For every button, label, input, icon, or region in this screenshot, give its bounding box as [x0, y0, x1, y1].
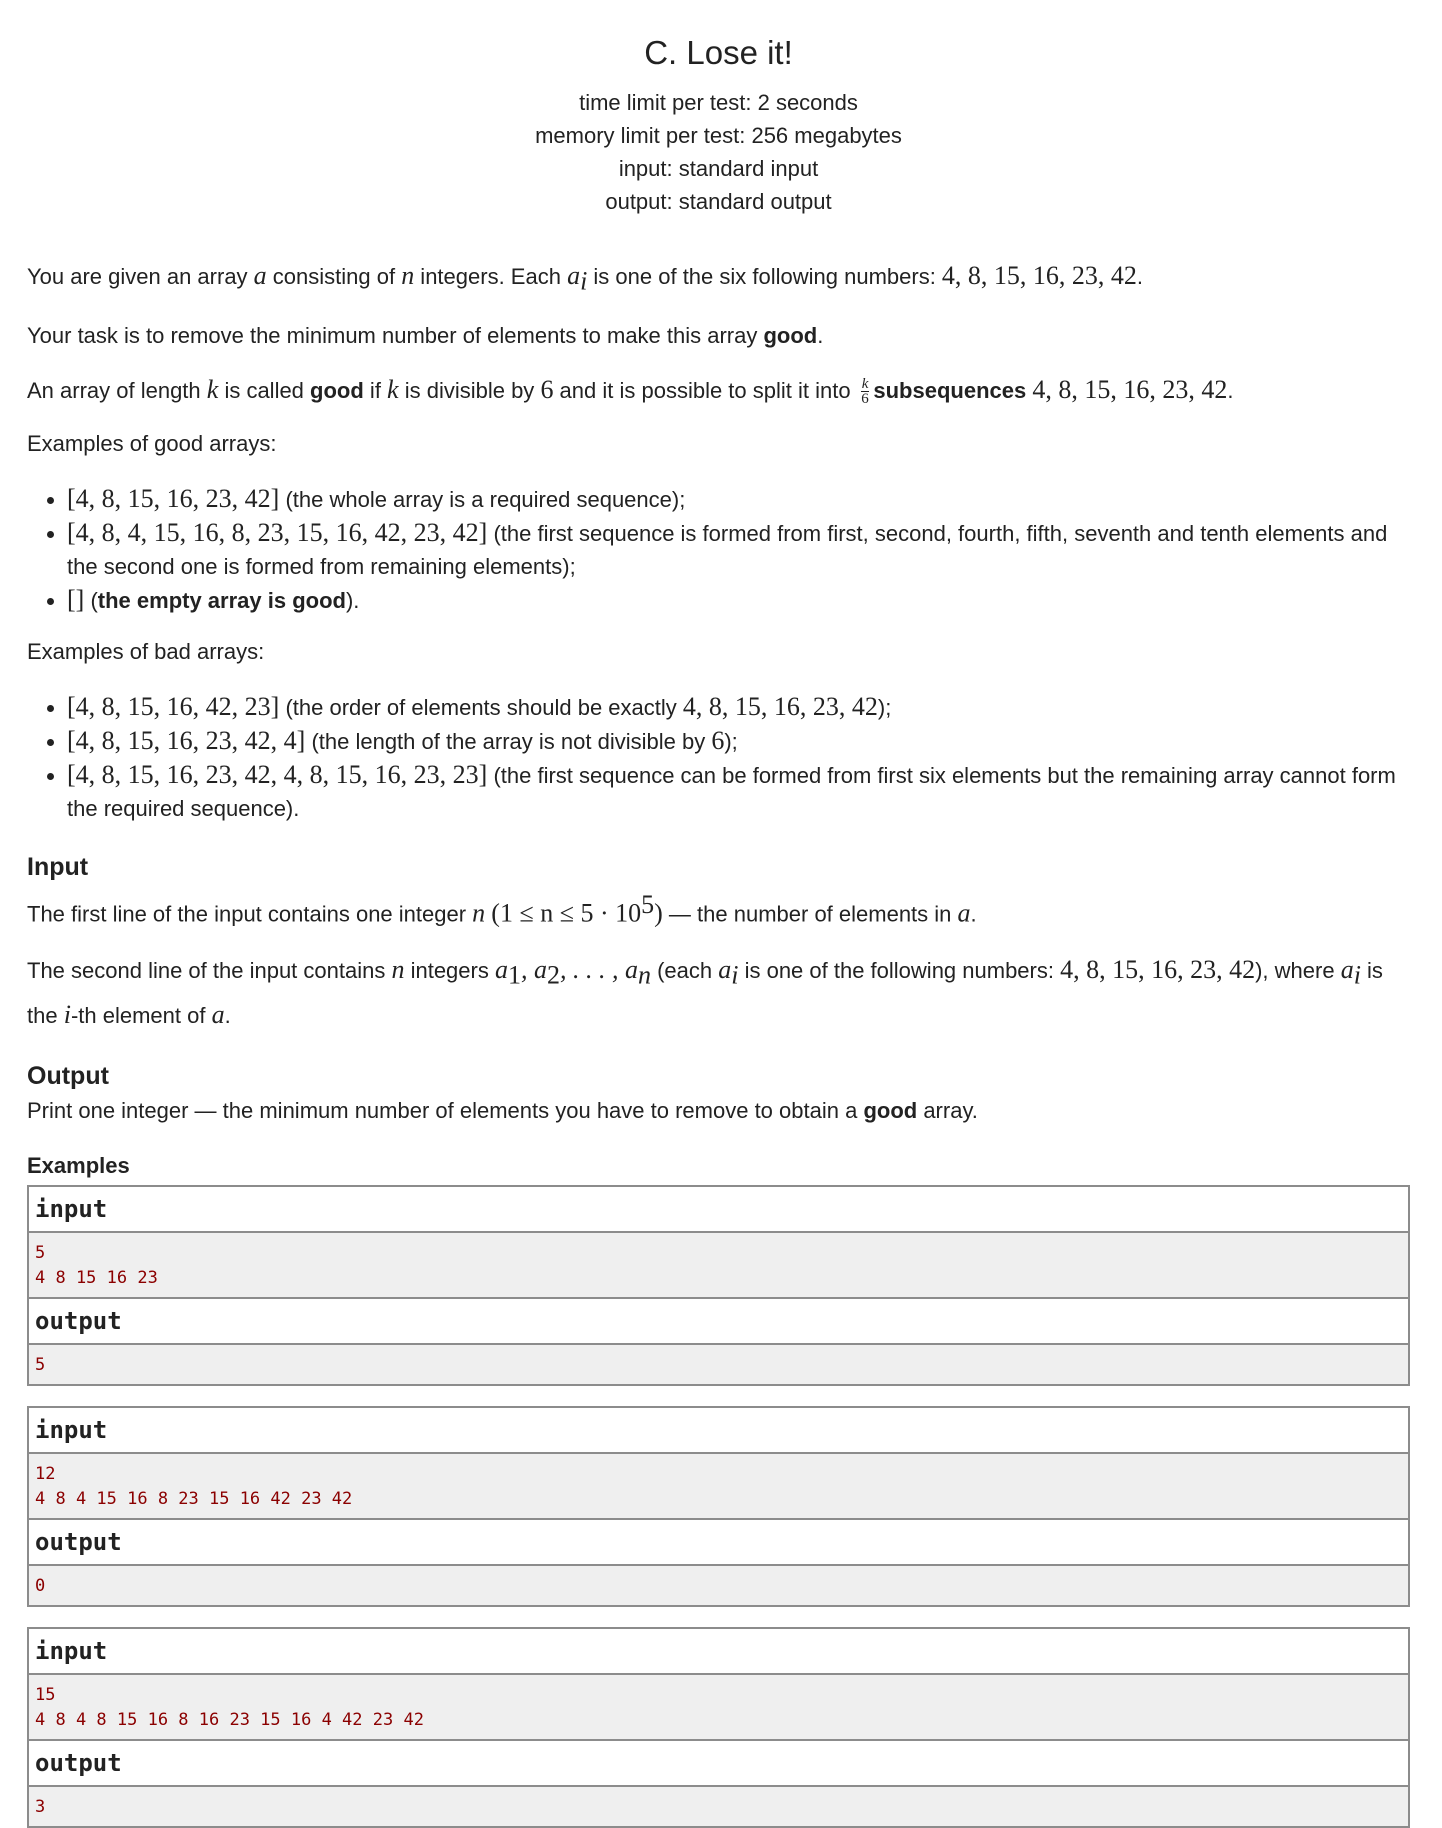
- list-item: • [] (the empty array is good).: [67, 583, 1410, 617]
- example-input-label: input: [29, 1629, 1408, 1675]
- example-output-data[interactable]: 3: [29, 1787, 1408, 1826]
- examples-title: Examples: [27, 1153, 130, 1179]
- memory-limit: memory limit per test: 256 megabytes: [535, 123, 902, 149]
- bad-examples-list: [27, 690, 1410, 825]
- problem-statement: [27, 256, 1410, 824]
- example-input-label: input: [29, 1187, 1408, 1233]
- example-output-label: output: [29, 1741, 1408, 1787]
- input-paragraph-1: The first line of the input contains one integer n $(1 \le n \le 5 \cdot 10^5)$ — the number of elements in a.: [27, 890, 977, 928]
- good-examples-title: Examples of good arrays:: [27, 430, 277, 456]
- example-output-data[interactable]: 0: [29, 1566, 1408, 1605]
- example-input-data[interactable]: 12 4 8 4 15 16 8 23 15 16 42 23 42: [29, 1454, 1408, 1520]
- list-item: • [4, 8, 15, 16, 23, 42] (the whole array is a required sequence);: [67, 482, 1410, 516]
- list-item: • [4, 8, 15, 16, 23, 42, 4, 8, 15, 16, 23, 23] (the first sequence can be formed from first six elements but the remaining array cannot form the required sequence).: [67, 758, 1410, 825]
- list-item: • [4, 8, 4, 15, 16, 8, 23, 15, 16, 42, 23, 42] (the first sequence is formed from first, second, fourth, fifth, seventh and tenth elements and the second one is formed from remaining elements);: [67, 516, 1410, 583]
- output-paragraph: Print one integer — the minimum number of elements you have to remove to obtain a good array.: [27, 1098, 978, 1124]
- example-input-data[interactable]: 5 4 8 15 16 23: [29, 1233, 1408, 1299]
- statement-paragraph-2: Your task is to remove the minimum number of elements to make this array good.: [27, 322, 824, 348]
- example-input-label: input: [29, 1408, 1408, 1454]
- output-section-title: Output: [27, 1061, 109, 1090]
- input-paragraph-2: The second line of the input contains n integers $a_1$, $a_2$, . . . , $a_n$ (each $a_i$ is one of the following numbers: 4, 8, 15, 16, 23, 42), where $a_i$ is the i-th element of a.: [27, 955, 1383, 1029]
- statement-paragraph-3: An array of length k is called good if k is divisible by 6 and it is possible to split it into $\frac{k}{6}$ subsequences 4, 8, 15, 16, 23, 42.: [27, 374, 1234, 408]
- list-item: • [4, 8, 15, 16, 23, 42, 4] (the length of the array is not divisible by 6);: [67, 724, 1410, 758]
- example-case: [27, 1627, 1410, 1828]
- good-examples-list: [27, 482, 1410, 617]
- examples-section: [27, 1149, 1410, 1828]
- output-specification: [27, 1060, 1410, 1128]
- example-case: [27, 1406, 1410, 1607]
- time-limit: time limit per test: 2 seconds: [579, 90, 858, 116]
- problem-title: C. Lose it!: [644, 34, 793, 71]
- example-output-data[interactable]: 5: [29, 1345, 1408, 1384]
- input-specification: [27, 851, 1410, 1034]
- example-input-data[interactable]: 15 4 8 4 8 15 16 8 16 23 15 16 4 42 23 42: [29, 1675, 1408, 1741]
- problem-header: [27, 30, 1410, 218]
- bad-examples-title: Examples of bad arrays:: [27, 638, 265, 664]
- fraction-k-over-6: $\frac{k}{6}$: [861, 376, 869, 408]
- list-item: • [4, 8, 15, 16, 42, 23] (the order of elements should be exactly 4, 8, 15, 16, 23, 42);: [67, 690, 1410, 724]
- example-output-label: output: [29, 1299, 1408, 1345]
- example-case: [27, 1185, 1410, 1386]
- output-file: output: standard output: [605, 189, 832, 215]
- input-file: input: standard input: [618, 156, 819, 182]
- input-section-title: Input: [27, 852, 89, 881]
- example-output-label: output: [29, 1520, 1408, 1566]
- statement-paragraph-1: You are given an array a consisting of n integers. Each $a_i$ is one of the six following numbers: 4, 8, 15, 16, 23, 42.: [27, 261, 1144, 296]
